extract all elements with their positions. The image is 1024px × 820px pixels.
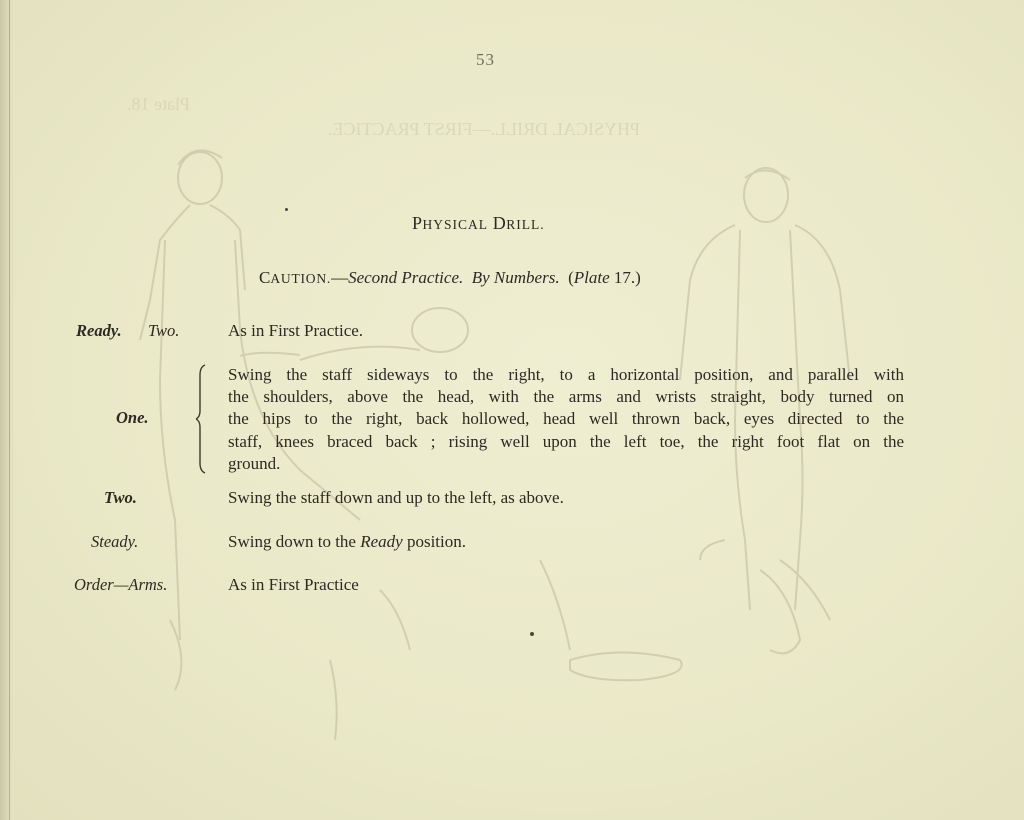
svg-text:Plate 18.: Plate 18. [127, 94, 190, 114]
caution-open-paren: ( [568, 268, 574, 287]
title-word2-cap: D [492, 213, 507, 233]
steady-text-after: position. [402, 532, 467, 551]
title-word1-rest: HYSICAL [422, 217, 489, 232]
caution-line [259, 268, 641, 288]
steady-text-italic: Ready [360, 532, 403, 551]
step-label-ready: Ready. [76, 321, 122, 340]
svg-text:PHYSICAL DRILL.—FIRST PRACTICE: PHYSICAL DRILL.—FIRST PRACTICE. [327, 119, 640, 139]
step-label-steady: Steady. [91, 532, 139, 551]
spine-edge-line [9, 0, 10, 820]
step-one-line-3: the hips to the right, back hollowed, head well thrown back, eyes directed to the [228, 409, 904, 429]
step-one-line-4: staff, knees braced back ; rising well upon the left toe, the right foot flat on the [228, 431, 904, 451]
caution-rest: AUTION. [270, 271, 332, 286]
caution-cap: C [259, 268, 271, 287]
page-number: 53 [476, 50, 495, 69]
step-text-steady [228, 532, 466, 552]
brace-bracket [196, 363, 214, 475]
step-text-ready-two: As in First Practice. [228, 321, 364, 340]
step-one-line-1: Swing the staff sideways to the right, to a horizontal position, and parallel with [228, 365, 904, 384]
step-one-line-5: ground. [228, 453, 281, 473]
caution-plate-number: 17.) [609, 268, 641, 287]
book-spine [0, 0, 14, 820]
step-text-two: Swing the staff down and up to the left, as above. [228, 488, 564, 507]
step-label-ready-two: Two. [148, 321, 180, 340]
step-label-order-arms: Order—Arms. [74, 575, 168, 594]
caution-plate: Plate [573, 268, 610, 287]
step-label-one: One. [116, 408, 149, 427]
title-word2-rest: RILL. [506, 217, 545, 232]
step-text-order-arms: As in First Practice [228, 575, 359, 594]
ink-speck [530, 632, 534, 636]
caution-practice: Second Practice. [348, 268, 464, 287]
caution-dash: — [331, 268, 349, 287]
page-title [412, 213, 545, 234]
ink-speck-small [285, 208, 288, 211]
caution-numbers: By Numbers. [471, 268, 560, 287]
step-text-one [228, 364, 904, 475]
step-one-line-2: the shoulders, above the head, with the arms and wrists straight, body turned on [228, 387, 904, 407]
title-word1-cap: P [412, 213, 423, 233]
steady-text-before: Swing down to the [228, 532, 361, 551]
step-label-two: Two. [104, 488, 137, 507]
